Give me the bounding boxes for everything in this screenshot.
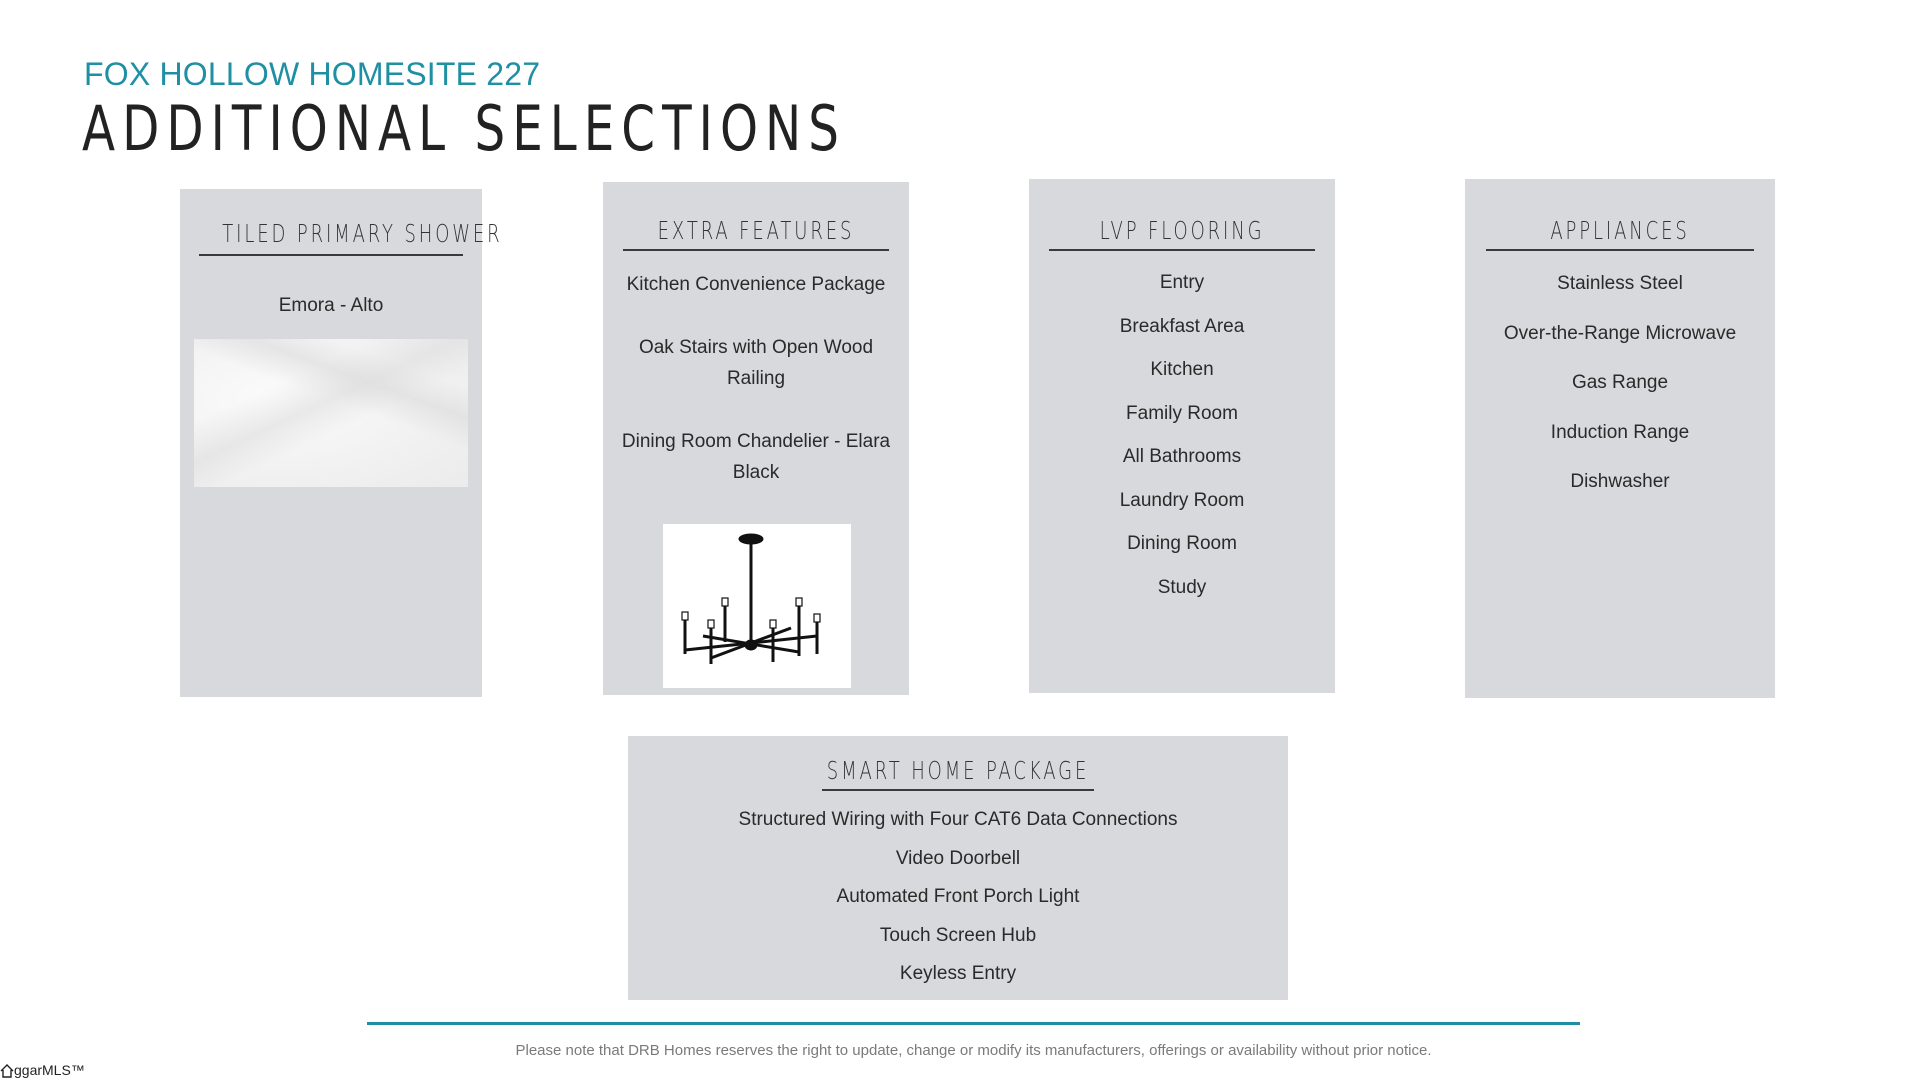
list-item: Breakfast Area [1119,315,1245,337]
marble-tile-swatch [194,339,468,487]
card-title: LVP FLOORING [1099,216,1265,245]
house-icon [0,1064,14,1078]
list-item: Dining Room [1127,533,1237,554]
card-title: APPLIANCES [1550,216,1690,245]
list-item: Family Room [1126,402,1238,424]
mls-watermark [0,1062,85,1078]
title-divider [1049,249,1315,251]
card-title: SMART HOME PACKAGE [826,756,1090,785]
card-lvp-flooring [1029,179,1335,693]
disclaimer-text: Please note that DRB Homes reserves the right to update, change or modify its manufacturers, offerings or availability without prior notice. [515,1042,1432,1059]
title-divider [623,249,889,251]
title-divider [199,254,463,256]
list-item: All Bathrooms [1122,446,1242,467]
list-item: Stainless Steel [1557,273,1683,294]
footer-divider [367,1022,1580,1025]
chandelier-icon [663,524,851,688]
card-title: EXTRA FEATURES [657,216,855,245]
card-extra-features [603,182,909,695]
list-item: Entry [1159,272,1205,293]
card-title: TILED PRIMARY SHOWER [222,219,503,248]
list-item: Oak Stairs with Open Wood Railing [638,337,874,389]
list-item: Study [1157,576,1207,598]
list-item: Induction Range [1550,421,1690,443]
title-divider [1486,249,1754,251]
page-title: ADDITIONAL SELECTIONS [82,92,846,165]
list-item: Automated Front Porch Light [836,886,1080,907]
list-item: Touch Screen Hub [879,924,1037,946]
list-item: Emora - Alto [278,295,384,316]
list-item: Gas Range [1571,372,1669,393]
list-item: Kitchen [1150,359,1214,380]
card-tiled-primary-shower [180,189,503,697]
list-item: Laundry Room [1119,489,1245,511]
title-divider [822,789,1094,791]
watermark-text: ggarMLS™ [14,1062,85,1078]
homesite-subtitle: FOX HOLLOW HOMESITE 227 [84,56,541,92]
list-item: Keyless Entry [899,963,1017,984]
list-item: Structured Wiring with Four CAT6 Data Connections [738,809,1178,830]
card-appliances [1465,179,1775,698]
chandelier-image [663,524,851,688]
list-item: Kitchen Convenience Package [626,274,886,295]
list-item: Over-the-Range Microwave [1503,322,1737,344]
list-item: Dishwasher [1570,471,1670,492]
card-smart-home-package [628,736,1288,1000]
list-item: Video Doorbell [895,847,1021,869]
list-item: Dining Room Chandelier - Elara Black [621,431,891,483]
